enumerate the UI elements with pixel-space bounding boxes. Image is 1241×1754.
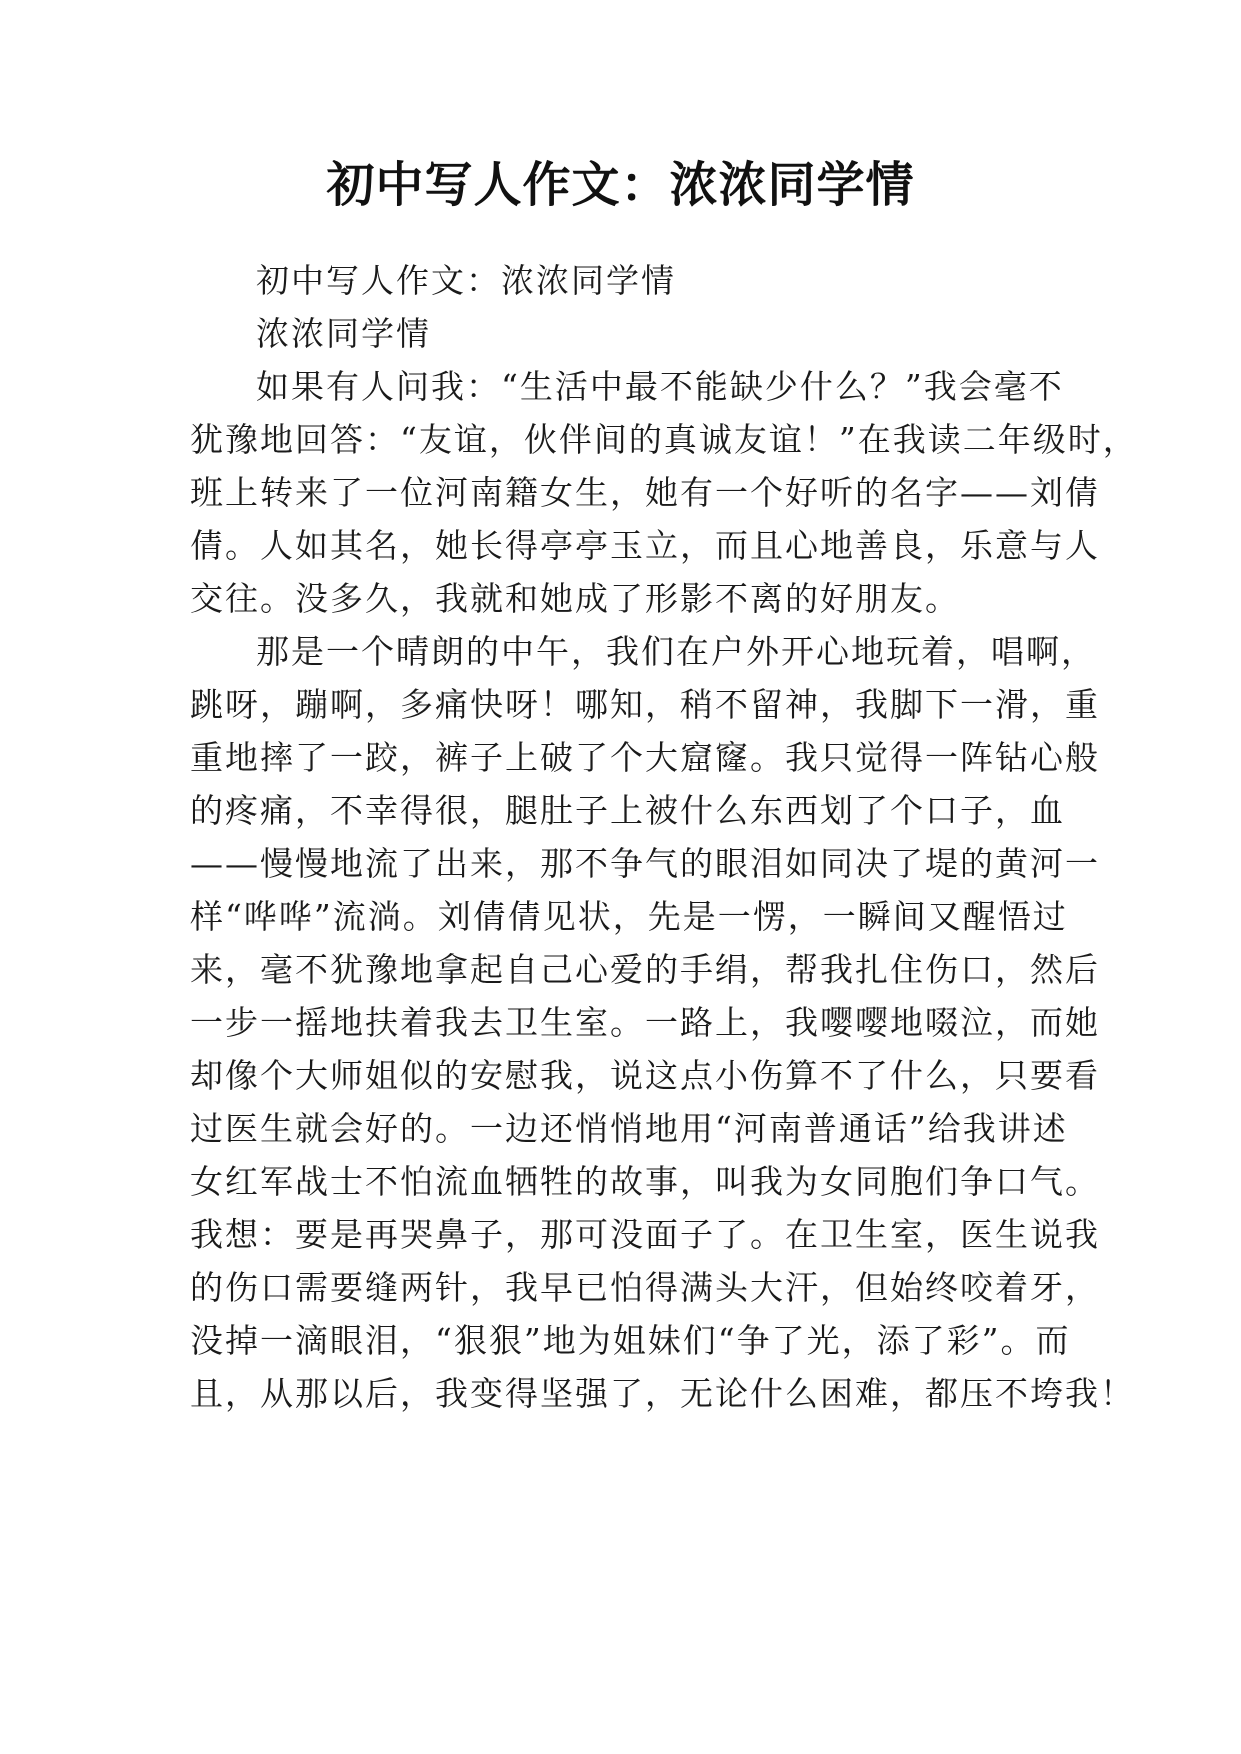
body-line: 跳呀，蹦啊，多痛快呀！哪知，稍不留神，我脚下一滑，重 <box>190 685 1100 724</box>
body-line: 样“哗哗”流淌。刘倩倩见状，先是一愣，一瞬间又醒悟过 <box>190 897 1068 936</box>
body-line: 交往。没多久，我就和她成了形影不离的好朋友。 <box>190 579 960 618</box>
body-line: 那是一个晴朗的中午，我们在户外开心地玩着，唱啊， <box>256 632 1096 671</box>
body-line: 女红军战士不怕流血牺牲的故事，叫我为女同胞们争口气。 <box>190 1162 1100 1201</box>
body-line: 过医生就会好的。一边还悄悄地用“河南普通话”给我讲述 <box>190 1109 1068 1148</box>
body-line: 我想：要是再哭鼻子，那可没面子了。在卫生室，医生说我 <box>190 1215 1100 1254</box>
body-line: 来，毫不犹豫地拿起自己心爱的手绢，帮我扎住伤口，然后 <box>190 950 1100 989</box>
body-line: 浓浓同学情 <box>256 314 431 353</box>
body-line: 初中写人作文：浓浓同学情 <box>256 261 676 300</box>
body-line: 重地摔了一跤，裤子上破了个大窟窿。我只觉得一阵钻心般 <box>190 738 1100 777</box>
body-line: 班上转来了一位河南籍女生，她有一个好听的名字——刘倩 <box>190 473 1100 512</box>
body-line: 且，从那以后，我变得坚强了，无论什么困难，都压不垮我！ <box>190 1374 1135 1413</box>
body-line: 却像个大师姐似的安慰我，说这点小伤算不了什么，只要看 <box>190 1056 1100 1095</box>
body-line: 倩。人如其名，她长得亭亭玉立，而且心地善良，乐意与人 <box>190 526 1100 565</box>
body-line: 一步一摇地扶着我去卫生室。一路上，我嘤嘤地啜泣，而她 <box>190 1003 1100 1042</box>
body-line: 的疼痛，不幸得很，腿肚子上被什么东西划了个口子，血 <box>190 791 1065 830</box>
body-line: 如果有人问我：“生活中最不能缺少什么？”我会毫不 <box>256 367 1064 406</box>
body-line: 没掉一滴眼泪，“狠狠”地为姐妹们“争了光，添了彩”。而 <box>190 1321 1071 1360</box>
body-line: 的伤口需要缝两针，我早已怕得满头大汗，但始终咬着牙， <box>190 1268 1100 1307</box>
body-line: 犹豫地回答：“友谊，伙伴间的真诚友谊！”在我读二年级时， <box>190 420 1138 459</box>
body-line: ——慢慢地流了出来，那不争气的眼泪如同决了堤的黄河一 <box>190 844 1100 883</box>
document-title: 初中写人作文：浓浓同学情 <box>326 157 915 213</box>
